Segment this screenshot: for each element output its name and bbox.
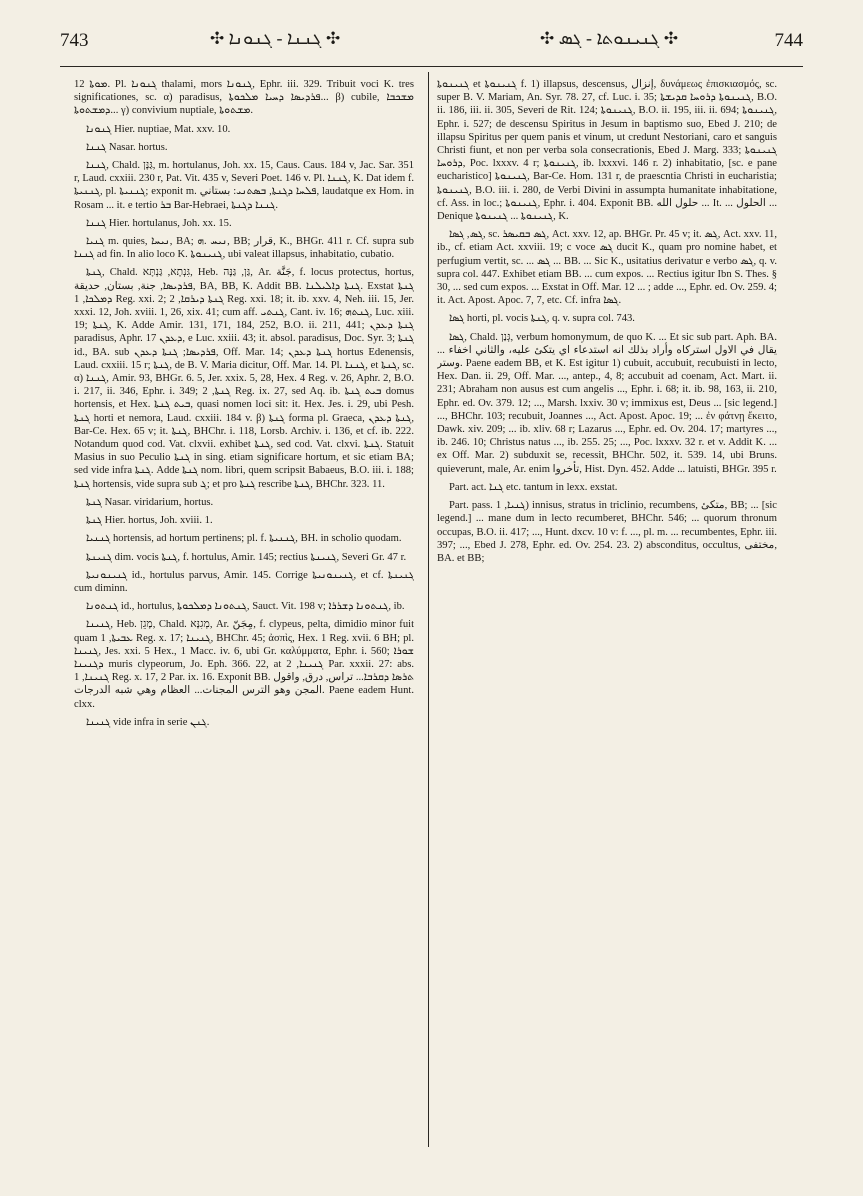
dictionary-entry: ܓܢܬܐ Nasar. viridarium, hortus. [86, 496, 214, 508]
dictionary-entry: ܓܢܢܐ Hier. hortulanus, Joh. xx. 15. [86, 217, 232, 229]
dictionary-entry: ܓܢܘܢܐ Hier. nuptiae, Mat. xxv. 10. [86, 123, 231, 135]
dictionary-entry: ܓܢܝܢܐ, Heb. מָגֵן, Chald. מְגִנָּא, Ar. مِجَنّ, f. clypeus, pelta, dimidio minor fuit quam ܥܒܝܬܐ, 1 Reg. x. 17; ܓܢܝܢܐ, BHChr. 45; ἀσπὶς, Hex. 1 Reg. xvii. 6 BH; pl. ܓܢܝܢܐ, Jes. xxi. 5 Hex., 1 Macc. iv. 6, ubi Gr. καλύμματα, Ephr. i. 560; ܫܘܪܐ ܕܓܢܝܢܐ muris clypeorum, Jo. Eph. 366. 22, at ܓܢܝܢܐ, 2 Par. xxxii. 27: abs. ܓܢܝܢܐ, 1 Reg. x. 17, 2 Par. ix. 16. Exponit BB. ܬܪܣܐ ܕܩܪܒܐ... تراس, درق, واقول المجن وهو الترس المجنات... العظام وهي شبه الدرجات. Paene eadem Hunt. clxx. [74, 619, 414, 710]
page-header [60, 22, 803, 62]
dictionary-entry: ܓܢܬܐ Hier. hortus, Joh. xviii. 1. [86, 515, 213, 527]
right-column [437, 78, 777, 1138]
dictionary-entry: ܓܢܝܢܘܢܝܬܐ id., hortulus parvus, Amir. 145. Corrige ܓܢܝܢܘܢܝܬܐ, et cf. ܓܢܝܢܬܐ cum diminn. [74, 569, 414, 594]
dictionary-entry: ܓܢܬܐ, Chald. גִּנְתָא, גַּנְתָּא, Heb. גַּן, גַּנָּה, Ar. جَنَّة, f. locus protectus, hortus, ܦܪܕܝܣܐ, جنة, بستان, حديقة, BA, BB, K. Addit BB. ܓܢܬܐ ܕܐܠܝܠܢܐ. Exstat ܓܢܬܐ ܕܡܠܟܐ, 1 Reg. xxi. 2; ܓܢܬܐ ܕܝܪܩܐ, 2 Reg. xxi. 18; it. ib. xxv. 4, Neh. iii. 15, Jer. xxxi. 12, Joh. xviii. 1, 26, xix. 41; cum aff. ܓܢܬܝ, Cant. iv. 16; ܓܢܬܗ, Luc. xiii. 19; ܓܢܬܐ, K. Adde Amir. 131, 171, 184, 252, B.O. ii. 211, 441; ܓܢܬܐ ܕܥܕܢ paradisus, Aphr. ܕܥܕܢ 17, e Luc. xxiii. 43; it. absol. paradisus, Doc. Syr. 3; ܓܢܬܐ id., BA. sub ܦܪܕܝܣܐ; ܓܢܬܐ ܕܥܕܢ, Off. Mar. 14; ܓܢܬܐ ܕܥܕܢ hortus Edenensis, Laud. cxxiii. 15 r; ܓܢܬܐ, de B. V. Maria dicitur, Off. Mar. 14. Pl. ܓܢܢܐ, et ܓܢܬܐ, sc. α) ܓܢܢܐ, Amir. 93, BHGr. 6. 5, Jer. xxix. 5, 28, Hex. 4 Reg. v. 26, Aphr. 2, B.O. i. 217, ii. 346, Ephr. i. 349; ܓܢܬܐ, 2 Reg. ix. 27, sed Aq. ib. ܒܝܬ ܓܢܬܐ domus hortensis, et Hex. ܒܝܬ ܓܢܬܐ, quasi nomen loci sit: it. Hex. Jes. i. 29, ubi Pesh. ܓܢܬܐ horti et nemora, Laud. cxxiii. 184 v. β) ܓܢܬܐ forma pl. Graeca, ܓܢܬܐ ܕܥܕܢ, Bar-Ce. Hex. 65 v; it. ܓܢܬܐ, BHChr. i. 118, Lorsb. Archiv. i. 136, et cf. ib. 222. Notandum quod cod. Vat. clxvii. exhibet ܓܢܬܐ, sed cod. Vat. clxvi. ܓܢܬܐ. Statuit Masius in suo Peculio ܓܢܬܐ in sing. etiam significare hortum, et sic etiam BA; sed vide infra ܓܢܬܐ. Adde ܓܢܬܐ nom. libri, quem scripsit Babaeus, B.O. iii. i. 188; ܓܢܬܐ hortensis, vide supra sub ܓ; et pro ܓܢܬܐ rescribe ܓܢܬܐ, BHChr. 323. 11. [74, 267, 414, 490]
dictionary-entry: ܓܣ, ܓܣܐ, sc. ܓܣ ܒܩܝܣܪ, Act. xxv. 12, ap. BHGr. Pr. 45 v; it. ܓܣ, Act. xxv. 11, ib., cf. etiam Act. xxviii. 19; c voce ܓܣ ducit K., quam pro nomine habet, et perfugium vertit, sc. ... ܓܣ ... BB. ... Sic K., usitatius derivatur e verbo ܓܣ, q. v. supra col. 447. Exhibet etiam BB. ... cum expos. ... Rectius igitur Ibn S. Thes. § 30, ... sed cum expos. ... Exstat in Off. Mar. 12 ... ; adde ..., Ephr. ed. Ov. 259. 4; it. Act. Apost. Apoc. 7, 7, etc. Cf. infra ܓܣܐ. [437, 229, 777, 307]
dictionary-entry: Part. act. ܓܢܐ etc. tantum in lexx. exstat. [449, 481, 618, 493]
dictionary-entry: ܓܢܬܘܢܐ id., hortulus, ܓܢܬܘܢܐ ܕܡܠܟܘܬܐ, Sauct. Vit. 198 v; ܓܢܬܘܢܐ ܕܫܪܪܐ, ib. [86, 601, 405, 613]
dictionary-entry: ܓܢܢܐ Nasar. hortus. [86, 141, 168, 153]
dictionary-entry: ܓܢܝܐ m. quies, ܢܝܚܐ, BA; ܢܝܚ .ܗ, BB; قرار, K., BHGr. 411 r. Cf. supra sub ܓܢܢܐ ad fin. In alio loco K. ܓܢܝܢܘܬܐ, ubi valeat illapsus, inhabitatio, cubatio. [74, 236, 414, 261]
left-column [74, 78, 414, 1138]
dictionary-entry: ܡܘܬܐ 12. Pl. ܓܢܘܢܐ thalami, mors ܓܢܘܢܐ, Ephr. iii. 329. Tribuit voci K. tres significationes, sc. α) paradisus, ܦܪܕܝܣܐ ܕܚܝܐ ܡܠܟܘܬܐ... β) cubile, ܡܫܟܒܐ ܕܡܫܬܘܬܐ... γ) convivium nuptiale, ܡܫܬܘܬܐ. [74, 79, 414, 117]
left-page-number: 743 [60, 30, 89, 51]
header-rule [60, 66, 803, 67]
left-running-title: ✣ ܓܢܢܐ - ܓܢܘܢܐ ✣ [210, 28, 341, 48]
column-divider [428, 72, 429, 1147]
dictionary-entry: ܓܣܐ horti, pl. vocis ܓܢܬܐ, q. v. supra col. 743. [449, 313, 635, 325]
dictionary-entry: Part. pass. ܓܢܝܐ, 1) innisus, stratus in triclinio, recumbens, متكئ, BB; ... [sic legend.] ... mane dum in lecto recumberet, BHChr. 546; ... quorum thronum occupas, B.O. ii. 417; ..., Hunt. dxcv. 10 v: f. ..., pl. m. ... recumbentes, Ephr. iii. 397; ..., Ebed J. 278, Ephr. ed. Ov. 254. 23. 2) absconditus, occultus, مختفى, BA. et BB; [437, 500, 777, 564]
dictionary-entry: ܓܢܝܢܐ vide infra in serie ܓܢܢ. [86, 716, 210, 728]
right-page-number: 744 [774, 30, 803, 51]
dictionary-entry: ܓܢܢܐ, Chald. גַּנָּן, m. hortulanus, Joh. xx. 15, Caus. Caus. 184 v, Jac. Sar. 351 r, Laud. cxxiii. 230 r, Pat. Vit. 435 v, Severi Poet. 146 v. Pl. ܓܢܢܐ, K. Dat idem f. ܓܢܢܝܬܐ, pl. ܓܢܢܝܬܐ; exponit m. ܦܠܚܐ ܕܓܢܬܐ, ܒܣܬܢܝ: بستاني, laudatque ex Hom. in Rosam ... it. e tertio ܒܪ Bar-Hebraei, ܓܢܢܐ ܕܓܢܬܐ. [74, 160, 414, 211]
dictionary-entry: ܓܢܝܢܘܬܐ et ܓܢܝܢܘܬܐ f. 1) illapsus, descensus, إنزال, δυνάμεως ἐπισκιασμός, sc. super B. V. Mariam, An. Syr. 78. 27, cf. Luc. i. 35; ܓܢܝܢܘܬܐ ܕܪܘܚܐ ܩܕܝܫܬܐ, B.O. ii. 186, iii. ii. 305, Severi de Rit. 124; ܓܢܝܢܘܬܐ, B.O. ii. 195, iii. ii. 694; ܓܢܝܢܘܬܐ, Ephr. i. 527; de descensu Spiritus in Jesum in baptismo suo, Ebed J. 210; de illapsu Spiritus per quem panis et vinum, ut credunt Nestoriani, caro et sanguis Christi fiunt, et non per verba sola consecrationis, Ebed J. Marg. 333; ܓܢܝܢܘܬܐ ܕܪܘܚܐ, Poc. lxxxv. 4 r; ܓܢܝܢܘܬܐ, ib. lxxxvi. 146 r. 2) inhabitatio, [sc. e pane eucharistico] ܓܢܝܢܘܬܐ, Bar-Ce. Hom. 131 r, de praescntia Christi in eucharistia; ܓܢܝܢܘܬܐ, B.O. iii. i. 280, de Verbi Divini in assumpta humanitate inhabitatione, cf. Ass. in loc.; ܓܢܝܢܘܬܐ, Ephr. i. 404. Exponit BB. حلول الله ... It. ... الحلول ... Denique ܓܢܝܢܘܬܐ ... ܓܢܝܢܘܬܐ, K. [437, 79, 777, 223]
dictionary-entry: ܓܢܢܝܐ hortensis, ad hortum pertinens; pl. f. ܓܢܢܝܬܐ, BH. in scholio quodam. [86, 533, 402, 545]
right-running-title: ✣ ܓܢܝܢܘܬܐ - ܓܣ ✣ [540, 28, 679, 48]
dictionary-entry: ܓܣܐ, Chald. גְּנַן, verbum homonymum, de quo K. ... Et sic sub part. Aph. BA. ... يقال في الاول استركاه وأراد بذلك انه استدعاء اي يتكئ عليه، والثاني اخفاء وستر. Paene eadem BB, et K. Est igitur 1) cubuit, accubuit, recubuisti in lecto, Hex. Dan. ii. 29, Off. Mar. ..., antep., 4, 8; accubuit ad coenam, Act. Mart. ii. 231; Abraham non ausus est cum angelis ..., Ephr. i. 68; it. ib. 98, 163, ii. 210, Ephr. ed. Ov. 379. 12; ..., Marsh. lxxiv. 30 v; immixus est, Deus ... [sic legend.] ..., BHChr. 103; recubuit, Joannes ..., Act. Apost. Apoc. 19; ... ἐν φάτνῃ ἔκειτο, Dawk. xiv. 209; ... ib. xliv. 68 r; Lazarus ..., Ephr. ed. Ov. 204. 17; martyres ..., ib. 246. 10; Christus natus ..., ib. 255. 25; ..., Poc. lxxxv. 32 r. et v. Addit K. ... ex Off. Mar. 2) subduxit se, recessit, BHChr. 502, it. 539. 14, ubi Bruns. quieverunt, male, Ar. enim تأخروا, Hist. Dyn. 452. Adde ... latuisti, BHGr. 395 r. [437, 331, 777, 475]
dictionary-entry: ܓܢܝܢܬܐ dim. vocis ܓܢܬܐ, f. hortulus, Amir. 145; rectius ܓܢܝܢܬܐ, Severi Gr. 47 r. [86, 551, 407, 563]
